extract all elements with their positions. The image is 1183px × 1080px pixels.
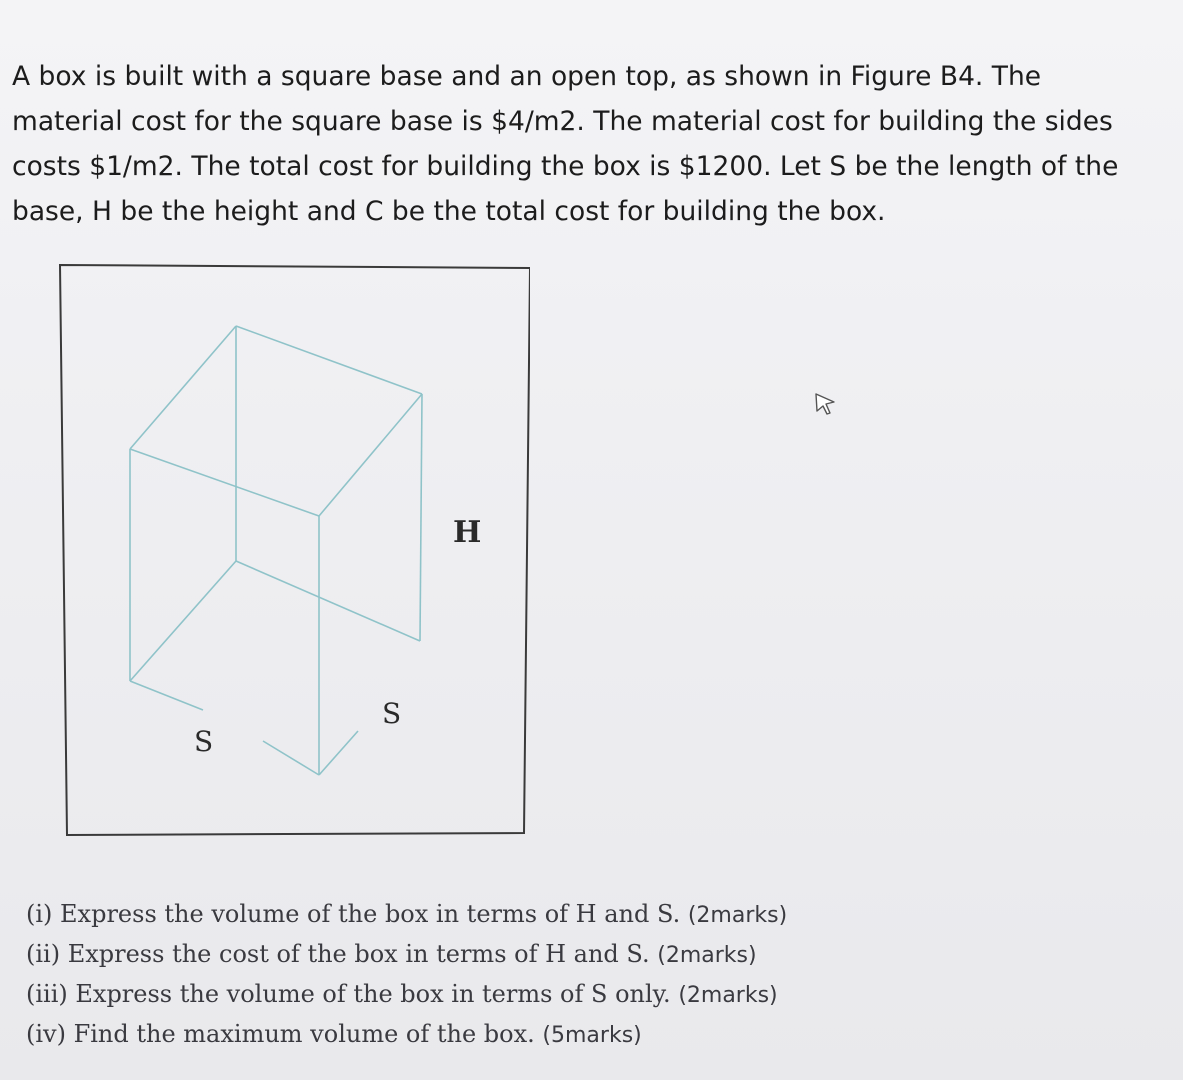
edge-vertical-right bbox=[420, 394, 422, 641]
edge-top-front bbox=[130, 449, 319, 516]
question-item bbox=[26, 1015, 787, 1055]
edge-top-right bbox=[319, 394, 422, 516]
edge-base-front bbox=[130, 681, 203, 710]
problem-line-4: base, H be the height and C be the total cost for building the box. bbox=[12, 196, 886, 227]
box-edges bbox=[130, 326, 422, 775]
figure-b4 bbox=[58, 263, 530, 837]
edge-top-left bbox=[130, 326, 236, 449]
question-item bbox=[26, 935, 787, 975]
question-marks: (2marks) bbox=[678, 983, 778, 1008]
problem-line-3: costs $1/m2. The total cost for building the box is $1200. Let S be the length of the bbox=[12, 151, 1119, 182]
question-item bbox=[26, 895, 787, 935]
side-label-right: S bbox=[382, 697, 402, 730]
question-marks: (2marks) bbox=[687, 903, 788, 928]
edge-top-back bbox=[236, 326, 422, 394]
problem-line-1: A box is built with a square base and an open top, as shown in Figure B4. The bbox=[12, 61, 1042, 92]
question-marks: (2marks) bbox=[657, 943, 757, 968]
side-label-left: S bbox=[194, 725, 214, 758]
edge-base-front-2 bbox=[263, 741, 319, 775]
question-item bbox=[26, 975, 787, 1015]
question-text: (i) Express the volume of the box in terms of H and S. bbox=[26, 900, 681, 928]
question-text: (ii) Express the cost of the box in terms of H and S. bbox=[26, 940, 650, 968]
problem-line-2: material cost for the square base is $4/m2. The material cost for building the sides bbox=[12, 106, 1113, 137]
question-list bbox=[26, 895, 787, 1055]
question-text: (iv) Find the maximum volume of the box. bbox=[26, 1020, 535, 1048]
edge-base-left bbox=[130, 561, 236, 681]
mouse-pointer-icon bbox=[814, 392, 836, 416]
question-text: (iii) Express the volume of the box in terms of S only. bbox=[26, 980, 671, 1008]
edge-base-back bbox=[236, 561, 420, 641]
box-diagram bbox=[58, 263, 530, 837]
height-label: H bbox=[453, 515, 482, 550]
edge-base-right bbox=[319, 731, 358, 775]
problem-statement bbox=[12, 54, 1172, 234]
question-marks: (5marks) bbox=[542, 1023, 642, 1048]
